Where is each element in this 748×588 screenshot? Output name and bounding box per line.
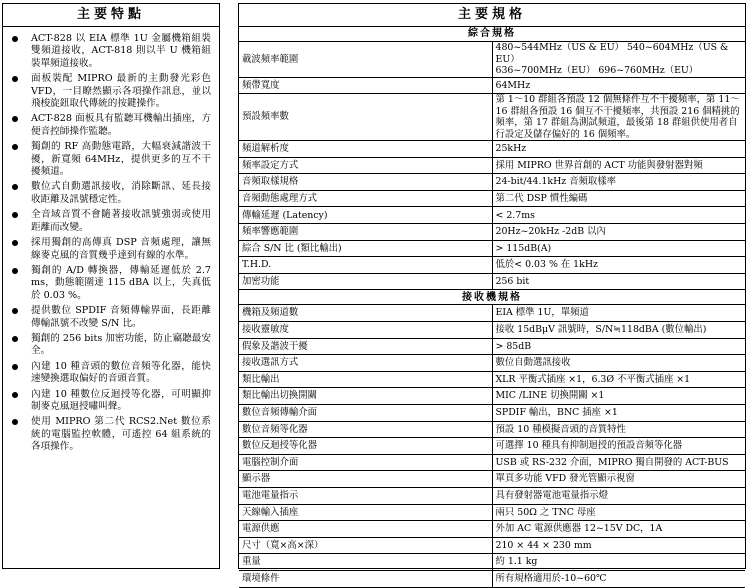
spec-value: USB 或 RS-232 介面，MIPRO 獨自開發的 ACT-BUS: [492, 454, 745, 471]
bullet-icon: [12, 392, 18, 398]
spec-key: 傳輸延遲 (Latency): [239, 207, 492, 224]
spec-key: 頻率響應範圍: [239, 224, 492, 241]
spec-key: 類比輸出: [239, 371, 492, 388]
bullet-icon: [12, 268, 18, 274]
bullet-icon: [12, 36, 18, 42]
spec-value: 256 bit: [492, 273, 745, 290]
feature-item: [9, 305, 211, 330]
feature-item: [9, 237, 211, 262]
spec-value: 可選擇 10 種具有抑制迴授的預設音頻等化器: [492, 438, 745, 455]
bullet-icon: [12, 144, 18, 150]
feature-text: 獨創的 256 bits 加密功能，防止竊聽最安全。: [31, 332, 211, 357]
feature-text: ACT-828 面板具有監聽耳機輸出插座，方便音控師操作監聽。: [31, 113, 211, 137]
spec-row: [239, 42, 745, 78]
spec-value: EIA 標準 1U，單頻道: [492, 305, 745, 322]
spec-key: 頻率設定方式: [239, 157, 492, 174]
spec-key: 音頻動態處理方式: [239, 190, 492, 207]
spec-section-header: [239, 290, 745, 305]
feature-text: 全音域音質不會隨著接收訊號強弱或使用距離而改變。: [31, 209, 211, 233]
spec-key: 重量: [239, 554, 492, 571]
bullet-icon: [12, 364, 18, 370]
spec-row: [239, 338, 745, 355]
spec-value: 25kHz: [492, 141, 745, 158]
spec-row: [239, 224, 745, 241]
feature-text: 數位式自動選訊接收，消除斷訊、延長接收距離及訊號穩定性。: [31, 181, 211, 205]
spec-row: [239, 537, 745, 554]
bullet-icon: [12, 419, 18, 425]
spec-row: [239, 240, 745, 257]
spec-row: [239, 174, 745, 191]
spec-key: 天線輸入插座: [239, 504, 492, 521]
spec-value: XLR 平衡式插座 ×1，6.3Ø 不平衡式插座 ×1: [492, 371, 745, 388]
feature-item: [9, 141, 211, 178]
spec-value: 20Hz~20kHz -2dB 以內: [492, 224, 745, 241]
feature-item: [9, 209, 211, 234]
feature-text: 面板裝配 MIPRO 最新的主動發光彩色 VFD，一目瞭然顯示各項操作訊息，並以飛梭旋鈕取代傳統的按鍵操作。: [31, 73, 211, 110]
spec-section-header: [239, 27, 745, 42]
spec-value: 第二代 DSP 慣性編碼: [492, 190, 745, 207]
spec-value: 480~544MHz（US & EU） 540~604MHz（US & EU） 636~700MHz（EU） 696~760MHz（EU）: [492, 42, 745, 78]
spec-key: 電源供應: [239, 521, 492, 538]
bullet-icon: [12, 240, 18, 246]
feature-text: 內建 10 種數位反迴授等化器，可明顯抑制麥克風迴授嘯叫聲。: [31, 388, 211, 412]
spec-value: 24-bit/44.1kHz 音頻取樣率: [492, 174, 745, 191]
spec-row: [239, 421, 745, 438]
feature-item: [9, 265, 211, 302]
spec-value: 預設 10 種模擬音頭的音質特性: [492, 421, 745, 438]
feature-item: [9, 33, 211, 70]
spec-row: [239, 257, 745, 274]
feature-text: 內建 10 種音頭的數位音頻等化器，能快速變換選取偏好的音頭音質。: [31, 360, 211, 385]
spec-value: 210 × 44 × 230 mm: [492, 537, 745, 554]
spec-value: SPDIF 輸出，BNC 插座 ×1: [492, 405, 745, 422]
spec-value: 64MHz: [492, 77, 745, 94]
feature-text: 使用 MIPRO 第二代 RCS2.Net 數位系統的電腦監控軟體，可遙控 64 組系統的各項操作。: [31, 416, 211, 453]
spec-row: [239, 554, 745, 571]
feature-item: [9, 73, 211, 110]
spec-row: [239, 322, 745, 339]
feature-item: [9, 113, 211, 138]
spec-value: 約 1.1 kg: [492, 554, 745, 571]
feature-item: [9, 333, 211, 358]
specs-table: [239, 27, 745, 588]
spec-key: 數位反迴授等化器: [239, 438, 492, 455]
spec-row: [239, 471, 745, 488]
spec-value: > 85dB: [492, 338, 745, 355]
spec-row: [239, 454, 745, 471]
spec-row: [239, 190, 745, 207]
spec-value: 所有規格適用於-10~60℃: [492, 570, 745, 587]
spec-key: T.H.D.: [239, 257, 492, 274]
spec-row: [239, 141, 745, 158]
spec-key: 電腦控制介面: [239, 454, 492, 471]
spec-value: 單頁多功能 VFD 發光管顯示視窗: [492, 471, 745, 488]
spec-row: [239, 487, 745, 504]
feature-item: [9, 389, 211, 414]
feature-item: [9, 361, 211, 386]
features-title: 主要特點: [3, 4, 219, 27]
spec-value: 外加 AC 電源供應器 12~15V DC，1A: [492, 521, 745, 538]
spec-row: [239, 371, 745, 388]
spec-key: 電池電量指示: [239, 487, 492, 504]
spec-key: 假象及諧波干擾: [239, 338, 492, 355]
spec-row: [239, 521, 745, 538]
spec-value: MIC /LINE 切換開關 ×1: [492, 388, 745, 405]
spec-row: [239, 305, 745, 322]
specs-title: 主要規格: [239, 4, 745, 27]
spec-row: [239, 570, 745, 587]
feature-text: 獨創的 A/D 轉換器，傳輸延遲低於 2.7 ms，動態範圍達 115 dBA 以上，失真低於 0.03 %。: [31, 264, 211, 301]
spec-key: 環境條件: [239, 570, 492, 587]
spec-row: [239, 405, 745, 422]
spec-section-title: 接收機規格: [239, 290, 745, 305]
spec-key: 接收選訊方式: [239, 355, 492, 372]
spec-key: 頻帶寬度: [239, 77, 492, 94]
spec-key: 機箱及頻道數: [239, 305, 492, 322]
spec-key: 數位音頻等化器: [239, 421, 492, 438]
bullet-icon: [12, 184, 18, 190]
features-panel: [2, 3, 220, 569]
bullet-icon: [12, 308, 18, 314]
feature-text: ACT-828 以 EIA 標準 1U 金屬機箱組裝雙頻道接收，ACT-818 則以半 U 機箱組裝單頻道接收。: [31, 33, 211, 69]
spec-value: 數位自動選訊接收: [492, 355, 745, 372]
spec-key: 顯示器: [239, 471, 492, 488]
spec-row: [239, 355, 745, 372]
spec-value: 具有發射器電池電量指示燈: [492, 487, 745, 504]
spec-row: [239, 94, 745, 141]
feature-text: 提供數位 SPDIF 音頻傳輸界面，長距離傳輸訊號不改變 S/N 比。: [31, 305, 211, 329]
spec-key: 綜合 S/N 比 (類比輸出): [239, 240, 492, 257]
spec-key: 預設頻率數: [239, 94, 492, 141]
spec-key: 數位音頻傳輸介面: [239, 405, 492, 422]
spec-key: 加密功能: [239, 273, 492, 290]
spec-row: [239, 438, 745, 455]
spec-row: [239, 77, 745, 94]
spec-value: 低於< 0.03 % 在 1kHz: [492, 257, 745, 274]
specs-panel: [238, 3, 746, 584]
bullet-icon: [12, 76, 18, 82]
bullet-icon: [12, 116, 18, 122]
spec-row: [239, 207, 745, 224]
spec-row: [239, 388, 745, 405]
feature-item: [9, 181, 211, 206]
spec-key: 頻道解析度: [239, 141, 492, 158]
feature-text: 採用獨創的高傳真 DSP 音頻處理，讓無線麥克風的音質幾乎達到有線的水準。: [31, 237, 211, 261]
spec-key: 尺寸（寬×高×深）: [239, 537, 492, 554]
spec-row: [239, 504, 745, 521]
bullet-icon: [12, 336, 18, 342]
spec-key: 載波頻率範圍: [239, 42, 492, 78]
spec-value: > 115dB(A): [492, 240, 745, 257]
spec-section-title: 綜合規格: [239, 27, 745, 42]
spec-value: 接收 15dBμV 訊號時，S/N≒118dBA (數位輸出): [492, 322, 745, 339]
spec-key: 音頻取樣規格: [239, 174, 492, 191]
feature-text: 獨創的 RF 高動態電路，大幅衰減諧波干擾，新寬頻 64MHz，提供更多的互不干擾頻道。: [31, 141, 211, 178]
feature-item: [9, 416, 211, 453]
features-list: [3, 27, 219, 454]
bullet-icon: [12, 212, 18, 218]
spec-key: 類比輸出切換開關: [239, 388, 492, 405]
spec-value: 採用 MIPRO 世界首創的 ACT 功能與發射器對頻: [492, 157, 745, 174]
spec-row: [239, 157, 745, 174]
spec-value: 第 1～10 群組各預設 12 個無條件互不干擾頻率，第 11～16 群組各預設 16 個互不干擾頻率，共預設 216 個精挑的頻率，第 17 群組為測試頻道，最後第 18 群組供使用者自行設定及儲存偏好的 16 個頻率。: [492, 94, 745, 141]
spec-value: 兩只 50Ω 之 TNC 母座: [492, 504, 745, 521]
spec-value: < 2.7ms: [492, 207, 745, 224]
spec-key: 接收靈敏度: [239, 322, 492, 339]
spec-row: [239, 273, 745, 290]
